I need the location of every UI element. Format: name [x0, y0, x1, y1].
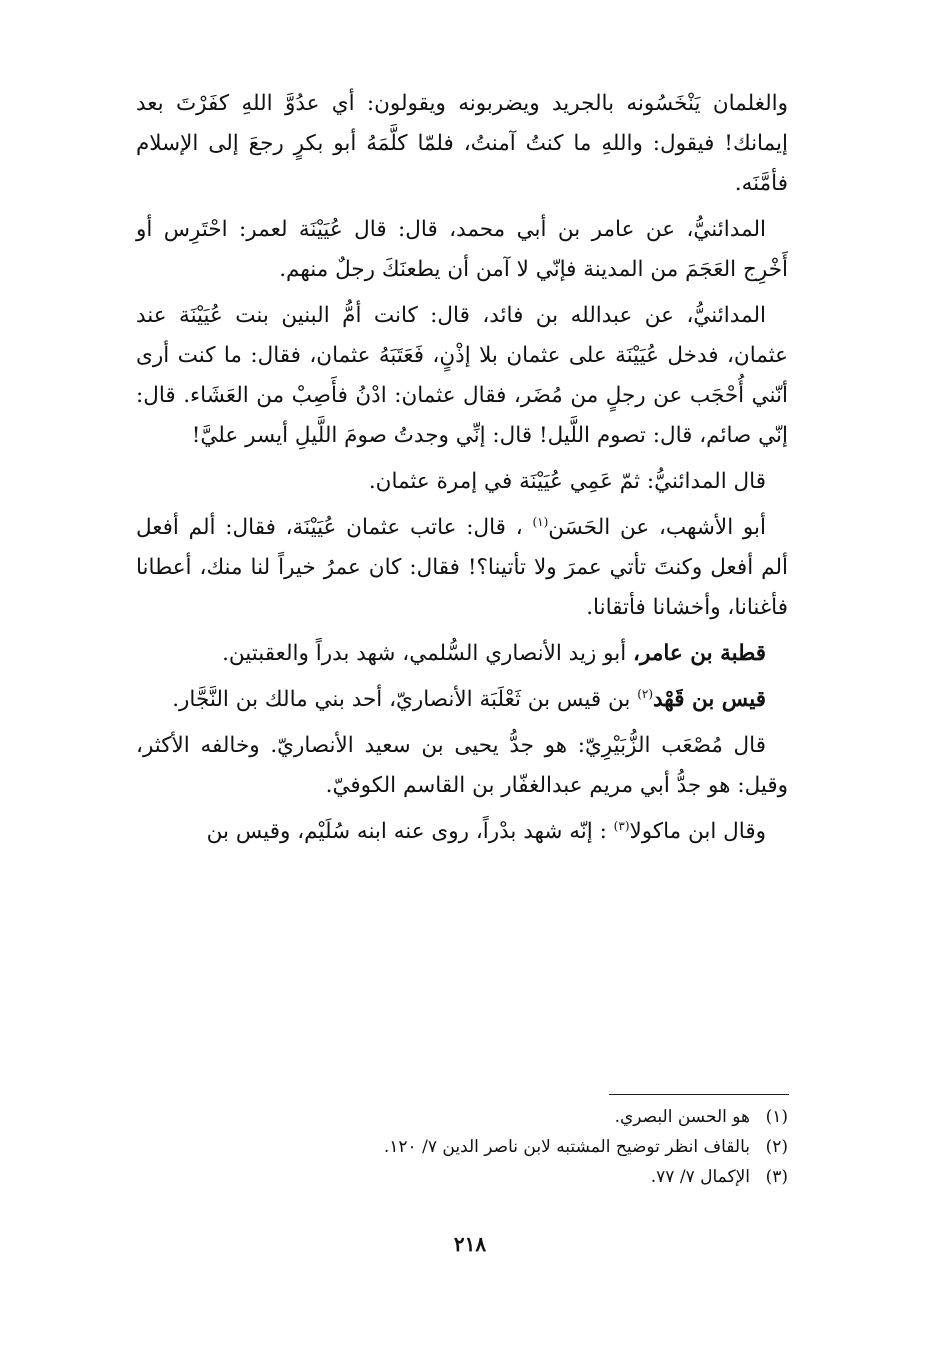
footnote-number: (١)	[765, 1107, 788, 1127]
paragraph-text: قال مُصْعَب الزُّبَيْرِيّ: هو جدُّ يحيى بن سعيد الأنصاريّ. وخالفه الأكثر، وقيل: هو جدُّ أبي مريم عبدالغفّار بن القاسم الكوفيّ.	[136, 733, 788, 798]
paragraph	[136, 84, 788, 204]
footnote	[136, 1162, 788, 1192]
paragraph	[136, 296, 788, 456]
paragraph	[136, 508, 788, 628]
paragraph-text: أبو الأشهب، عن الحَسَن	[548, 515, 766, 540]
paragraph-text: قال المدائنيُّ: ثمّ عَمِي عُيَيْنَة في إمرة عثمان.	[368, 469, 766, 494]
paragraph-text: بن قيس بن ثَعْلَبَة الأنصاريّ، أحد بني مالك بن النَّجَّار.	[172, 687, 638, 712]
entry-heading: قطبة بن عامر،	[633, 641, 766, 666]
paragraph	[136, 680, 788, 720]
footnote-text: بالقاف انظر توضيح المشتبه لابن ناصر الدين ٧/ ١٢٠.	[383, 1137, 750, 1157]
footnote-marker[interactable]: (١)	[532, 514, 549, 529]
footnote-text: الإكمال ٧/ ٧٧.	[650, 1167, 750, 1187]
paragraph-text: أبو زيد الأنصاري السُّلمي، شهد بدراً والعقبتين.	[222, 641, 634, 666]
footnote	[136, 1102, 788, 1132]
paragraph	[136, 210, 788, 290]
paragraph-text: والغلمان يَنْخَسُونه بالجريد ويضربونه ويقولون: أي عدُوَّ اللهِ كفَرْتَ بعد إيمانك! فيقول: واللهِ ما كنتُ آمنتُ، فلمّا كلَّمَهُ أبو بكرٍ رجعَ إلى الإسلام فأمَّنَه.	[136, 91, 788, 196]
footnote-text: هو الحسن البصري.	[614, 1107, 750, 1127]
paragraph-text: وقال ابن ماكولا	[629, 819, 766, 844]
main-text	[136, 84, 788, 858]
paragraph-text: المدائنيُّ، عن عبدالله بن فائد، قال: كانت أمُّ البنين بنت عُيَيْنَة عند عثمان، فدخل عُيَيْنَة على عثمان بلا إذْنٍ، فَعَتَبَهُ عثمان، فقال: ما كنت أرى أنّني أُحْجَب عن رجلٍ من مُضَر، فقال عثمان: ادْنُ فأَصِبْ من العَشَاء. قال: إنّي صائم، قال: تصوم اللَّيل! قال: إنِّي وجدتُ صومَ اللَّيلِ أيسر عليَّ!	[136, 303, 788, 448]
footnote	[136, 1132, 788, 1162]
page-number: ٢١٨	[453, 1232, 487, 1256]
paragraph	[136, 462, 788, 502]
paragraph	[136, 812, 788, 852]
footnote-number: (٣)	[765, 1167, 788, 1187]
footnotes	[136, 1102, 788, 1192]
footnote-divider	[609, 1094, 789, 1095]
paragraph	[136, 634, 788, 674]
paragraph-text: ، قال: عاتب عثمان عُيَيْنَة، فقال: ألم أفعل ألم أفعل وكنتَ تأتي عمرَ ولا تأتينا؟! فقال: كان عمرُ خيراً لنا منك، أعطانا فأغنانا، وأخشانا فأتقانا.	[136, 515, 788, 620]
footnote-marker[interactable]: (٣)	[613, 818, 630, 833]
paragraph-text: المدائنيُّ، عن عامر بن أبي محمد، قال: قال عُيَيْنَة لعمر: احْتَرِس أو أَخْرِج العَجَمَ من المدينة فإنّي لا آمن أن يطعنَكَ رجلٌ منهم.	[136, 217, 788, 282]
footnote-marker[interactable]: (٢)	[637, 686, 654, 701]
footnote-number: (٢)	[765, 1137, 788, 1157]
paragraph	[136, 726, 788, 806]
entry-heading: قيس بن قَهْد	[653, 687, 766, 712]
paragraph-text: : إنّه شهد بدْراً، روى عنه ابنه سُلَيْم، وقيس بن	[206, 819, 614, 844]
